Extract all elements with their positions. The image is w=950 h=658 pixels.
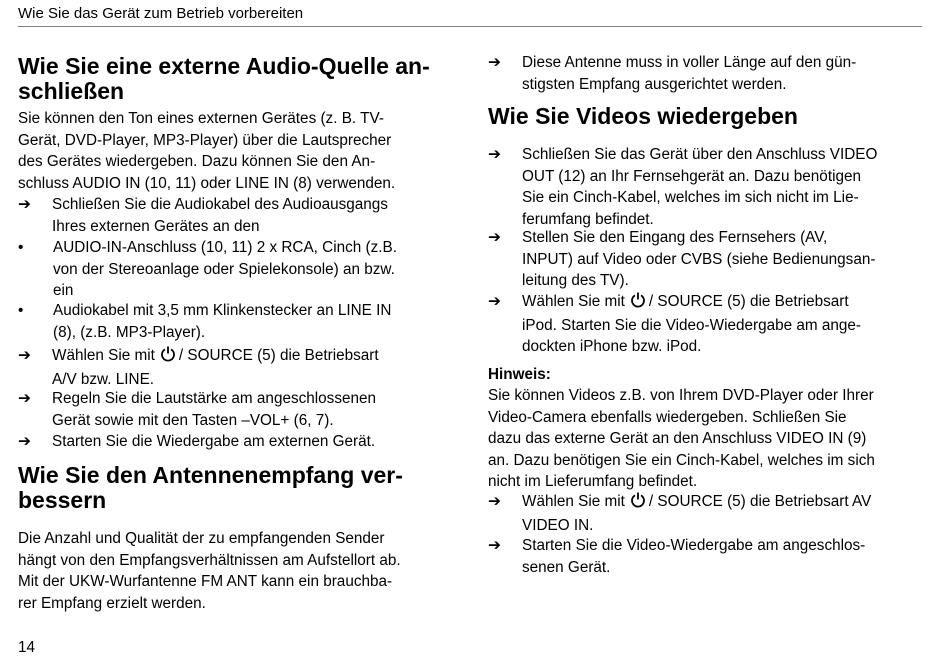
bullet-icon: • [18, 239, 24, 256]
step-select-ipod-mode: ➔ Wählen Sie mit / SOURCE (5) die Betriebsart iPod. Starten Sie die Video-Wiedergabe am ange- dockten iPhone bzw. iPod. [488, 293, 862, 355]
heading-antenna: Wie Sie den Antennenempfang ver- bessern [18, 462, 403, 513]
arrow-icon: ➔ [18, 433, 31, 450]
arrow-icon: ➔ [488, 146, 501, 163]
bullet-line-in: • Audiokabel mit 3,5 mm Klinkenstecker an LINE IN (8), (z.B. MP3-Player). [18, 302, 392, 341]
arrow-icon: ➔ [488, 293, 501, 310]
heading-audio-source: Wie Sie eine externe Audio-Quelle an- schließen [18, 53, 430, 104]
step-start-video-playback: ➔ Starten Sie die Video-Wiedergabe am angeschlos- senen Gerät. [488, 537, 866, 576]
note-paragraph: Sie können Videos z.B. von Ihrem DVD-Player oder Ihrer Video-Camera ebenfalls wiedergeben. Schließen Sie dazu das externe Gerät an den Anschluss VIDEO IN (9) an. Dazu benötigen Sie ein Cinch-Kabel, welches im sich nicht im Lieferumfang befindet. [488, 387, 875, 490]
arrow-icon: ➔ [18, 196, 31, 213]
step-connect-audio-cable: ➔ Schließen Sie die Audiokabel des Audioausgangs Ihres externen Gerätes an den [18, 196, 388, 235]
page-number: 14 [18, 639, 36, 656]
arrow-icon: ➔ [18, 347, 31, 364]
step-select-av-mode: ➔ Wählen Sie mit / SOURCE (5) die Betriebsart A/V bzw. LINE. [18, 347, 379, 388]
note-label: Hinweis: [488, 366, 551, 383]
step-adjust-volume: ➔ Regeln Sie die Lautstärke am angeschlossenen Gerät sowie mit den Tasten –VOL+ (6, 7). [18, 390, 376, 429]
step-antenna-orientation: ➔ Diese Antenne muss in voller Länge auf den gün- stigsten Empfang ausgerichtet werden. [488, 54, 857, 93]
bullet-icon: • [18, 302, 24, 319]
arrow-icon: ➔ [488, 229, 501, 246]
bullet-audio-in: • AUDIO-IN-Anschluss (10, 11) 2 x RCA, Cinch (z.B. von der Stereoanlage oder Spielekonsole) an bzw. ein [18, 239, 397, 299]
step-select-av-video-in: ➔ Wählen Sie mit / SOURCE (5) die Betriebsart AV VIDEO IN. [488, 493, 872, 534]
heading-videos: Wie Sie Videos wiedergeben [488, 103, 798, 129]
arrow-icon: ➔ [18, 390, 31, 407]
power-icon [630, 292, 646, 315]
power-icon [630, 492, 646, 515]
step-connect-video-out: ➔ Schließen Sie das Gerät über den Anschluss VIDEO OUT (12) an Ihr Fernsehgerät an. Dazu benötigen Sie ein Cinch-Kabel, welches im sich nicht im Lie- ferumfang befindet. [488, 146, 878, 228]
power-icon [160, 346, 176, 369]
step-set-tv-input: ➔ Stellen Sie den Eingang des Fernsehers (AV, INPUT) auf Video oder CVBS (siehe Bedienungsan- leitung des TV). [488, 229, 876, 289]
arrow-icon: ➔ [488, 493, 501, 510]
antenna-paragraph: Die Anzahl und Qualität der zu empfangenden Sender hängt von den Empfangsverhältnissen am Aufstellort ab. Mit der UKW-Wurfantenne FM ANT kann ein brauchba- rer Empfang erzielt werden. [18, 530, 401, 612]
running-header: Wie Sie das Gerät zum Betrieb vorbereiten [18, 4, 922, 27]
audio-intro-paragraph: Sie können den Ton eines externen Gerätes (z. B. TV- Gerät, DVD-Player, MP3-Player) über die Lautsprecher des Gerätes wiedergeben. Dazu können Sie den An- schluss AUDIO IN (10, 11) oder LINE IN (8) verwenden. [18, 110, 396, 192]
step-start-playback: ➔ Starten Sie die Wiedergabe am externen Gerät. [18, 431, 450, 453]
arrow-icon: ➔ [488, 54, 501, 71]
arrow-icon: ➔ [488, 537, 501, 554]
